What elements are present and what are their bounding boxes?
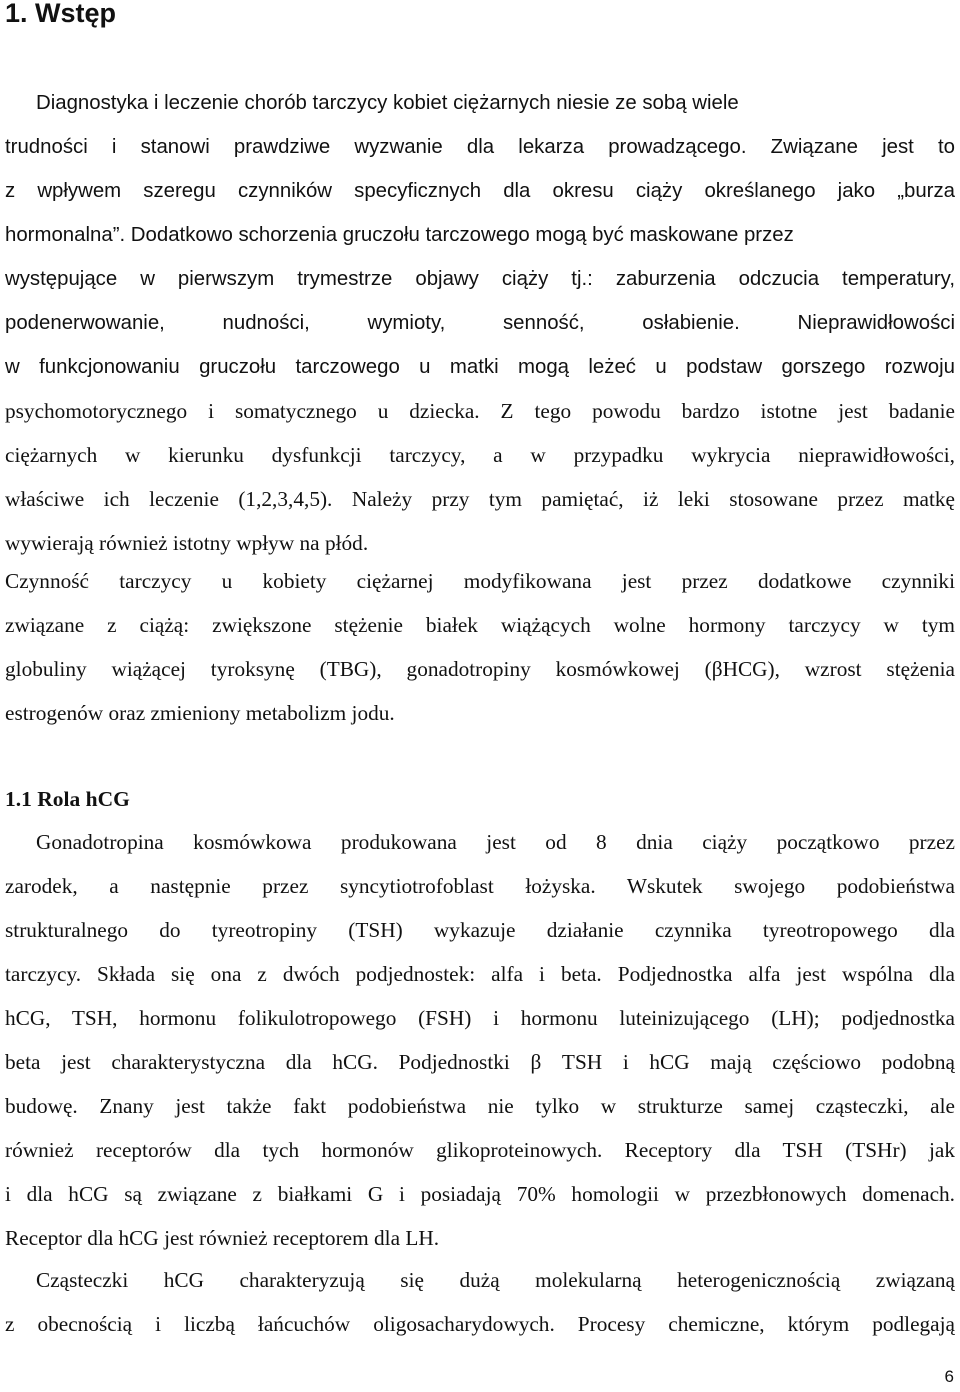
paragraph-line: Cząsteczki hCG charakteryzują się dużą molekularną heterogenicznością związaną: [36, 1268, 955, 1292]
page-number: 6: [944, 1367, 954, 1386]
paragraph-line: zarodek, a następnie przez syncytiotrofoblast łożyska. Wskutek swojego podobieństwa: [5, 874, 955, 898]
paragraph-line: globuliny wiążącej tyroksynę (TBG), gonadotropiny kosmówkowej (βHCG), wzrost stężenia: [5, 657, 955, 681]
paragraph-line: hCG, TSH, hormonu folikulotropowego (FSH) i hormonu luteinizującego (LH); podjednostka: [5, 1006, 955, 1030]
paragraph-line: Gonadotropina kosmówkowa produkowana jest od 8 dnia ciąży początkowo przez: [36, 830, 955, 854]
paragraph-line: właściwe ich leczenie (1,2,3,4,5). Należy przy tym pamiętać, iż leki stosowane przez matkę: [5, 487, 955, 511]
paragraph-line: ciężarnych w kierunku dysfunkcji tarczycy, a w przypadku wykrycia nieprawidłowości,: [5, 443, 955, 467]
section-heading: 1.1 Rola hCG: [5, 787, 130, 811]
paragraph-line: z wpływem szeregu czynników specyficznych dla okresu ciąży określanego jako „burza: [5, 180, 955, 202]
paragraph-line: Czynność tarczycy u kobiety ciężarnej modyfikowana jest przez dodatkowe czynniki: [5, 569, 955, 593]
paragraph-line: Diagnostyka i leczenie chorób tarczycy kobiet ciężarnych niesie ze sobą wiele: [36, 92, 739, 114]
paragraph-line: również receptorów dla tych hormonów glikoproteinowych. Receptory dla TSH (TSHr) jak: [5, 1138, 955, 1162]
chapter-title: 1. Wstęp: [5, 0, 117, 28]
intro-paragraph: [5, 81, 955, 565]
paragraph-line: wywierają również istotny wpływ na płód.: [5, 531, 369, 555]
paragraph-line: psychomotorycznego i somatycznego u dziecka. Z tego powodu bardzo istotne jest badanie: [5, 399, 955, 423]
hcg-paragraph: [5, 820, 955, 1260]
paragraph-line: tarczycy. Składa się ona z dwóch podjednostek: alfa i beta. Podjednostka alfa jest wspólna dla: [5, 962, 955, 986]
thyroid-paragraph: [5, 559, 955, 735]
paragraph-line: budowę. Znany jest także fakt podobieństwa nie tylko w strukturze samej cząsteczki, ale: [5, 1094, 955, 1118]
paragraph-line: w funkcjonowaniu gruczołu tarczowego u matki mogą leżeć u podstaw gorszego rozwoju: [5, 356, 955, 378]
paragraph-line: beta jest charakterystyczna dla hCG. Podjednostki β TSH i hCG mają częściowo podobną: [5, 1050, 955, 1074]
paragraph-line: estrogenów oraz zmieniony metabolizm jodu.: [5, 701, 395, 725]
paragraph-line: hormonalna”. Dodatkowo schorzenia gruczołu tarczowego mogą być maskowane przez: [5, 224, 794, 246]
paragraph-line: trudności i stanowi prawdziwe wyzwanie dla lekarza prowadzącego. Związane jest to: [5, 136, 955, 158]
paragraph-line: występujące w pierwszym trymestrze objawy ciąży tj.: zaburzenia odczucia temperatury,: [5, 268, 955, 290]
paragraph-line: związane z ciążą: zwiększone stężenie białek wiążących wolne hormony tarczycy w tym: [5, 613, 955, 637]
paragraph-line: Receptor dla hCG jest również receptorem dla LH.: [5, 1226, 440, 1250]
molecule-paragraph: [5, 1258, 955, 1346]
paragraph-line: i dla hCG są związane z białkami G i posiadają 70% homologii w przezbłonowych domenach.: [5, 1182, 955, 1206]
paragraph-line: strukturalnego do tyreotropiny (TSH) wykazuje działanie czynnika tyreotropowego dla: [5, 918, 955, 942]
paragraph-line: podenerwowanie, nudności, wymioty, senność, osłabienie. Nieprawidłowości: [5, 312, 955, 334]
paragraph-line: z obecnością i liczbą łańcuchów oligosacharydowych. Procesy chemiczne, którym podlegają: [5, 1312, 955, 1336]
